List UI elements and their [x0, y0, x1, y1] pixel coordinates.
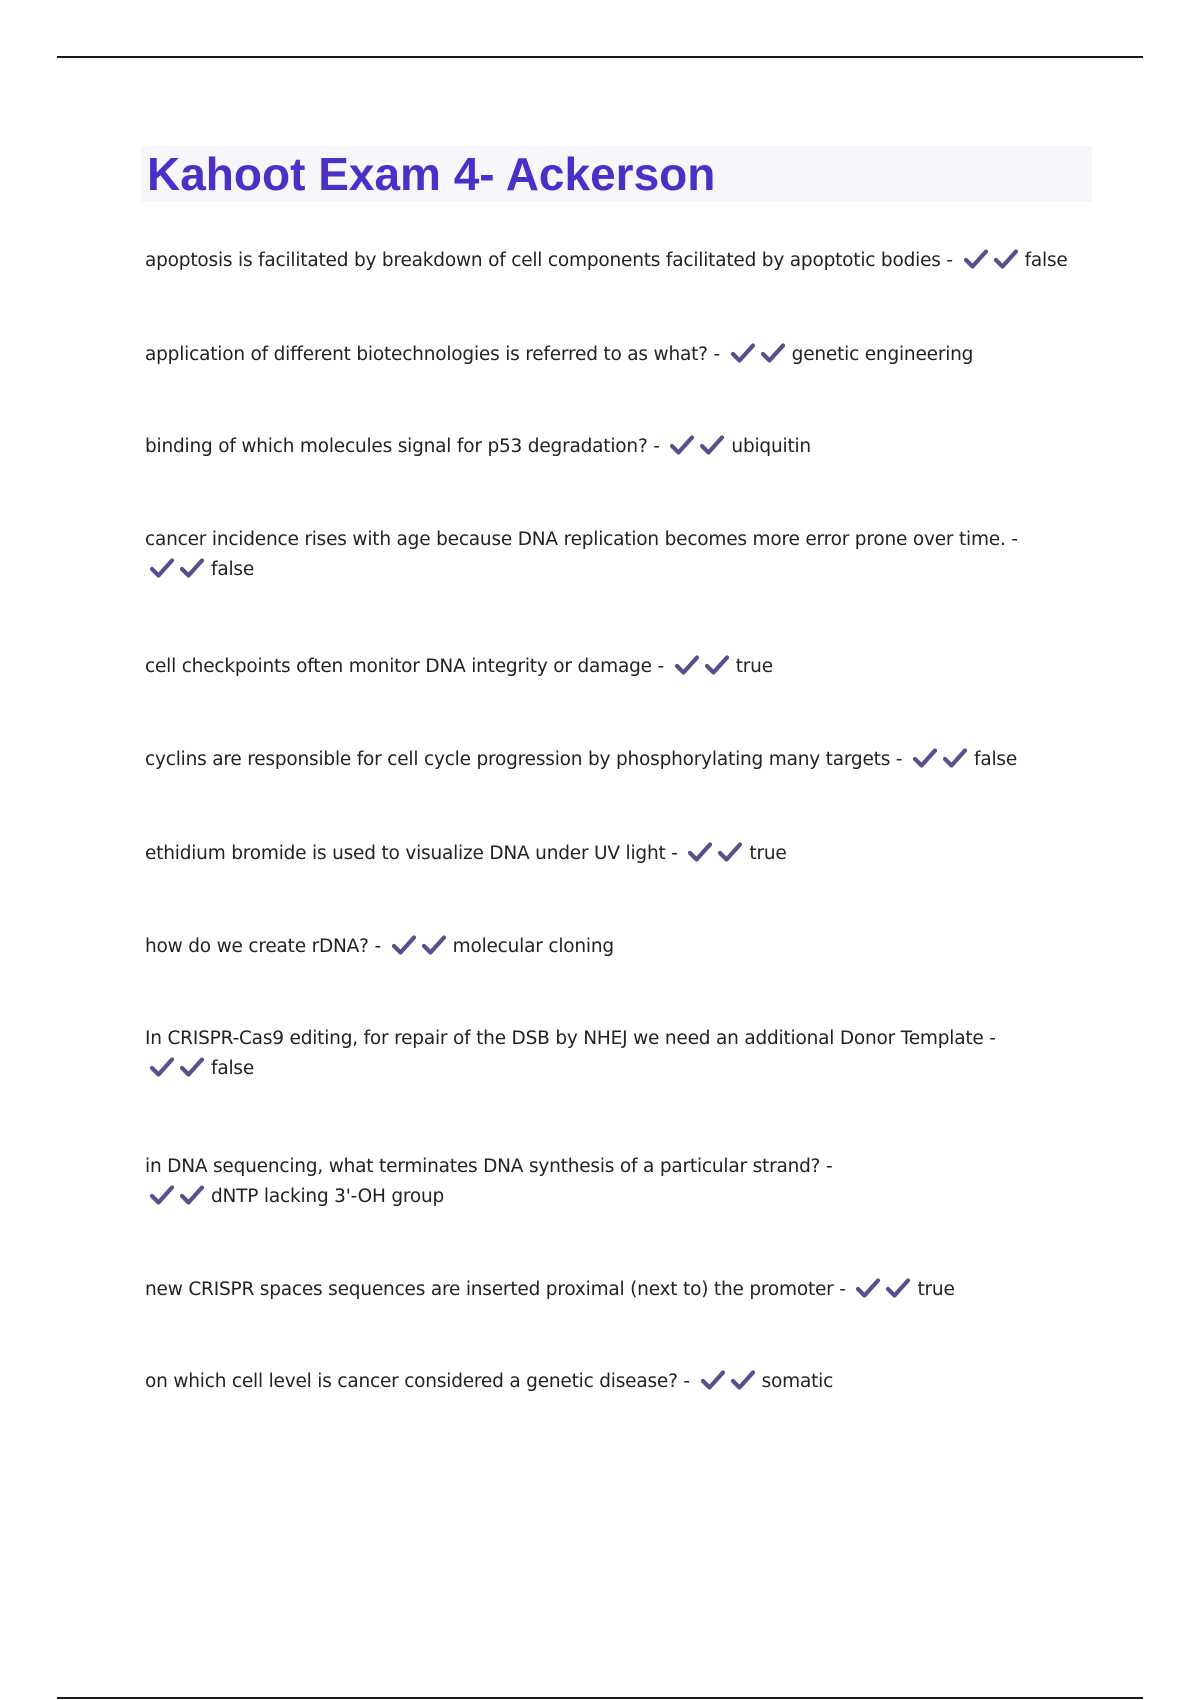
answer-text: false	[1024, 250, 1068, 271]
question-text: cell checkpoints often monitor DNA integrity or damage	[145, 656, 652, 677]
separator: -	[671, 843, 678, 864]
qa-item	[145, 745, 1085, 775]
qa-item	[145, 839, 1085, 869]
check-icon	[942, 747, 968, 769]
check-icon	[912, 747, 938, 769]
question-text: cyclins are responsible for cell cycle progression by phosphorylating many targets	[145, 749, 891, 770]
double-check-icon	[726, 344, 974, 365]
check-icon	[885, 1277, 911, 1299]
qa-item	[145, 932, 1085, 962]
question-text: In CRISPR-Cas9 editing, for repair of the DSB by NHEJ we need an additional Donor Template	[145, 1028, 984, 1049]
separator: -	[683, 1371, 690, 1392]
title-banner	[141, 146, 1092, 202]
check-icon	[730, 342, 756, 364]
separator: -	[1011, 529, 1018, 550]
separator: -	[839, 1279, 846, 1300]
answer-text: somatic	[761, 1371, 834, 1392]
double-check-icon	[145, 1058, 254, 1079]
double-check-icon	[908, 749, 1017, 770]
check-icon	[669, 434, 695, 456]
double-check-icon	[670, 656, 773, 677]
qa-item	[145, 1367, 1085, 1397]
question-text: binding of which molecules signal for p53 degradation?	[145, 436, 648, 457]
check-icon	[855, 1277, 881, 1299]
check-icon	[993, 248, 1019, 270]
check-icon	[730, 1369, 756, 1391]
double-check-icon	[665, 436, 811, 457]
check-icon	[700, 1369, 726, 1391]
qa-item	[145, 1275, 1085, 1305]
qa-item	[145, 340, 1085, 370]
double-check-icon	[145, 559, 254, 580]
answer-text: ubiquitin	[731, 436, 811, 457]
check-icon	[674, 654, 700, 676]
answer-text: molecular cloning	[452, 936, 614, 957]
separator: -	[657, 656, 665, 677]
check-icon	[149, 1056, 175, 1078]
top-rule	[57, 56, 1143, 58]
separator: -	[989, 1028, 996, 1049]
double-check-icon	[387, 936, 614, 957]
check-icon	[687, 841, 713, 863]
question-text: new CRISPR spaces sequences are inserted proximal (next to) the promoter	[145, 1279, 834, 1300]
separator: -	[374, 936, 381, 957]
question-text: on which cell level is cancer considered a genetic disease?	[145, 1371, 678, 1392]
check-icon	[699, 434, 725, 456]
answer-text: false	[211, 559, 255, 580]
question-text: in DNA sequencing, what terminates DNA synthesis of a particular strand?	[145, 1156, 821, 1177]
answer-text: false	[211, 1058, 255, 1079]
check-icon	[760, 342, 786, 364]
qa-item	[145, 1024, 1085, 1084]
question-text: apoptosis is facilitated by breakdown of cell components facilitated by apoptotic bodies	[145, 250, 941, 271]
qa-item	[145, 652, 1085, 682]
answer-text: genetic engineering	[791, 344, 974, 365]
document-title: Kahoot Exam 4- Ackerson	[147, 148, 716, 200]
check-icon	[391, 934, 417, 956]
double-check-icon	[959, 250, 1068, 271]
question-text: application of different biotechnologies is referred to as what?	[145, 344, 708, 365]
check-icon	[704, 654, 730, 676]
double-check-icon	[683, 843, 786, 864]
qa-item	[145, 432, 1085, 462]
bottom-rule	[57, 1697, 1143, 1699]
question-text: cancer incidence rises with age because DNA replication becomes more error prone over time.	[145, 529, 1006, 550]
double-check-icon	[145, 1186, 444, 1207]
check-icon	[717, 841, 743, 863]
double-check-icon	[696, 1371, 833, 1392]
question-text: ethidium bromide is used to visualize DNA under UV light	[145, 843, 666, 864]
answer-text: true	[917, 1279, 955, 1300]
double-check-icon	[851, 1279, 954, 1300]
qa-item	[145, 1152, 1085, 1212]
check-icon	[963, 248, 989, 270]
qa-item	[145, 246, 1085, 276]
check-icon	[179, 1056, 205, 1078]
separator: -	[946, 250, 953, 271]
check-icon	[149, 557, 175, 579]
check-icon	[421, 934, 447, 956]
answer-text: dNTP lacking 3'-OH group	[211, 1186, 445, 1207]
qa-item	[145, 525, 1085, 585]
check-icon	[179, 1184, 205, 1206]
separator: -	[653, 436, 660, 457]
answer-text: false	[974, 749, 1018, 770]
check-icon	[149, 1184, 175, 1206]
separator: -	[713, 344, 720, 365]
separator: -	[895, 749, 903, 770]
check-icon	[179, 557, 205, 579]
question-text: how do we create rDNA?	[145, 936, 369, 957]
answer-text: true	[749, 843, 787, 864]
answer-text: true	[735, 656, 773, 677]
separator: -	[826, 1156, 833, 1177]
